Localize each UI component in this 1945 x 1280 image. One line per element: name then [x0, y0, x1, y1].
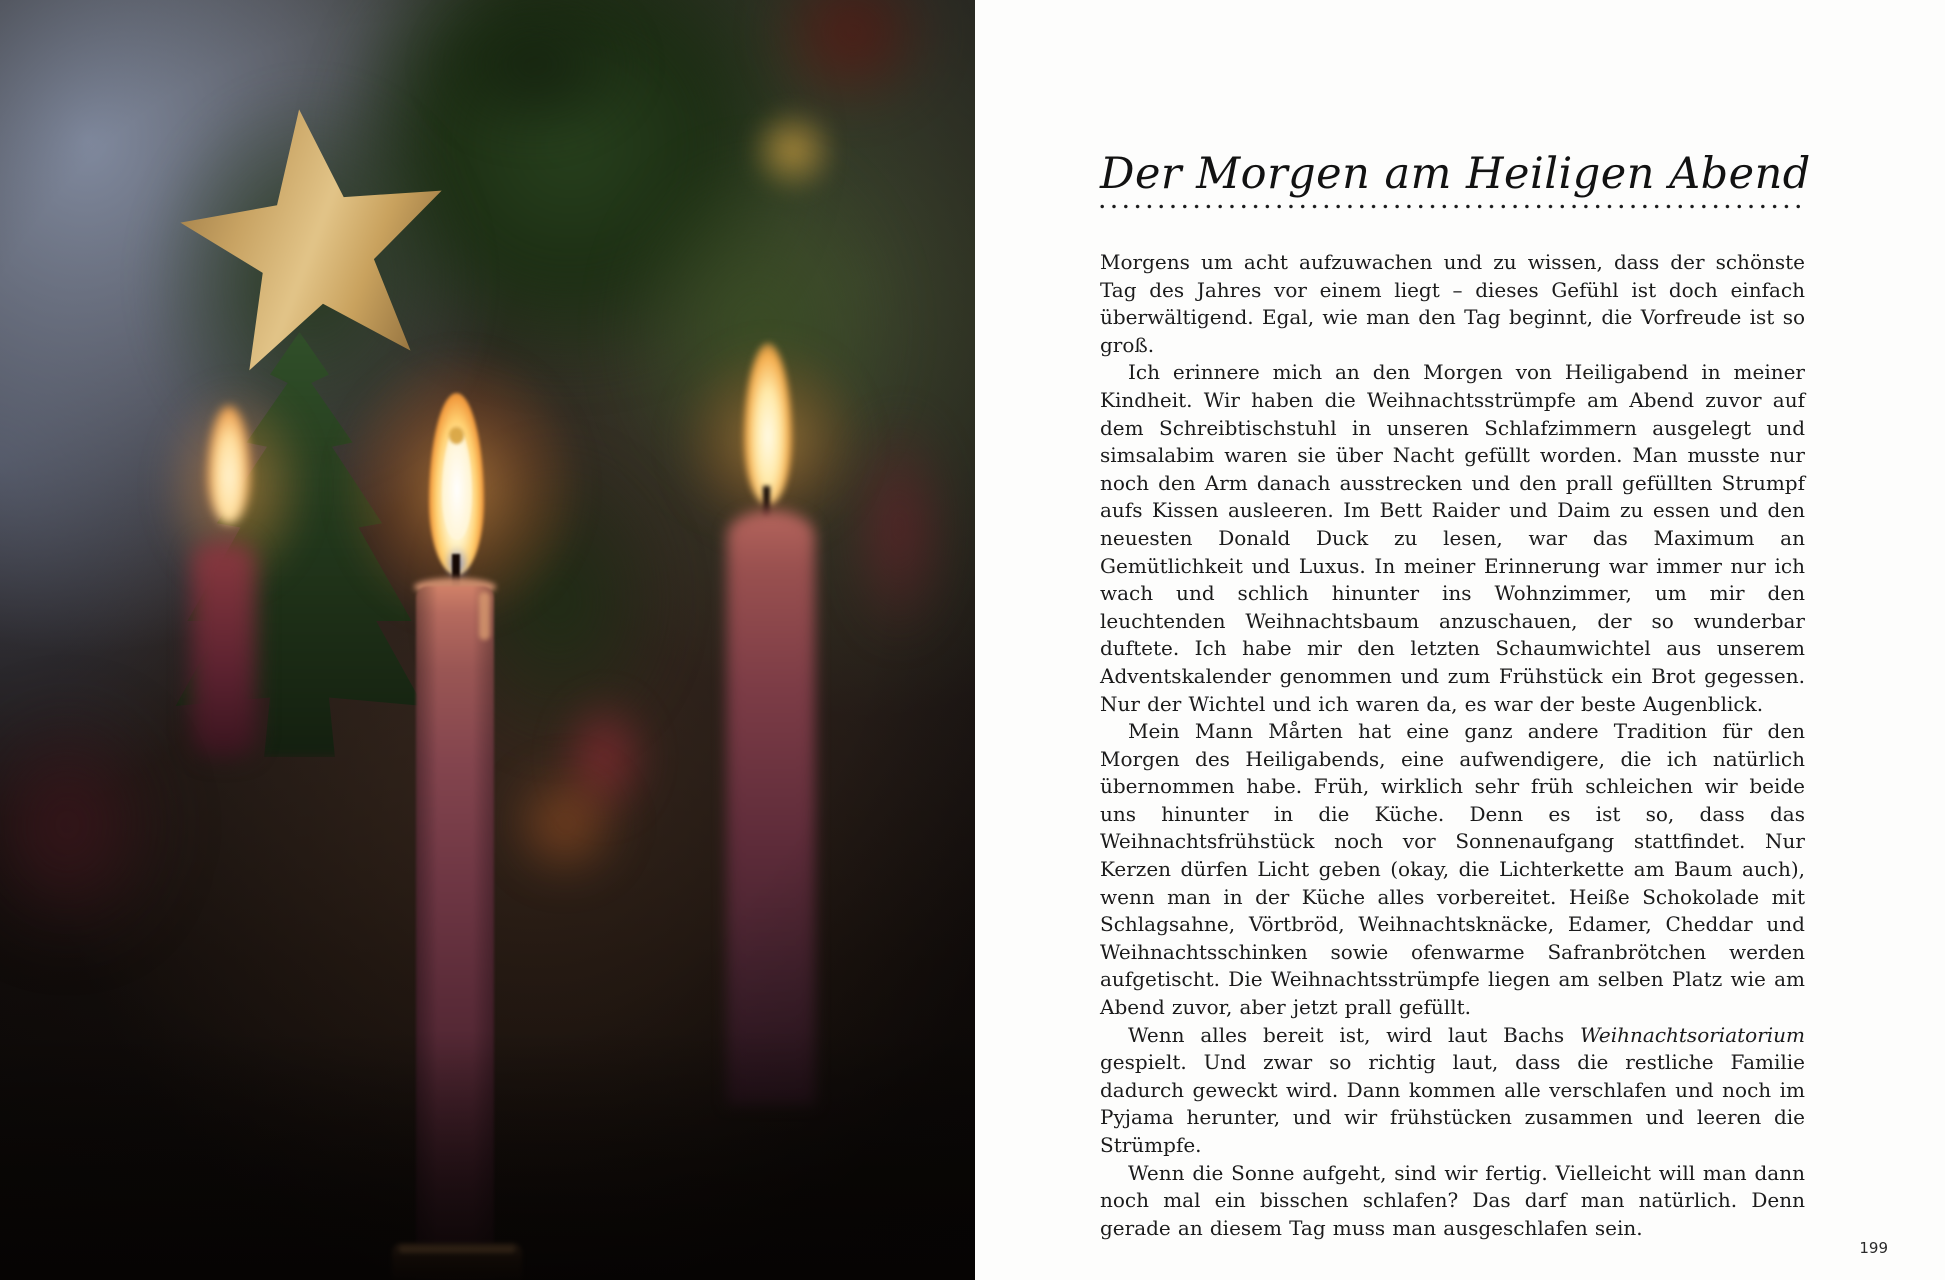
chapter-title: Der Morgen am Heiligen Abend: [1100, 149, 1811, 199]
dotted-rule: [1100, 204, 1805, 209]
paragraph: [1100, 359, 1805, 718]
text-run: Mein Mann Mårten hat eine ganz andere Tradition für den Morgen des Heiligabends, eine aufwendigere, die ich natürlich übernommen habe. Früh, wirklich sehr früh schleichen wir beide uns hinunter in die Küche. Denn es ist so, dass das Weihnachtsfrühstück noch vor Sonnenaufgang stattfindet. Nur Kerzen dürfen Licht geben (okay, die Lichterkette am Baum auch), wenn man in der Küche alles vorbereitet. Heiße Schokolade mit Schlagsahne, Vörtbröd, Weihnachtsknäcke, Edamer, Cheddar und Weihnachtsschinken sowie ofenwarme Safranbrötchen werden aufgetischt. Die Weihnachtsstrümpfe liegen am selben Platz wie am Abend zuvor, aber jetzt prall gefüllt.: [1100, 719, 1805, 1020]
text-run: Morgens um acht aufzuwachen und zu wissen, dass der schönste Tag des Jahres vor einem liegt – dieses Gefühl ist doch einfach überwältigend. Egal, wie man den Tag beginnt, die Vorfreude ist so groß.: [1100, 250, 1805, 357]
text-run: gespielt. Und zwar so richtig laut, dass die restliche Familie dadurch geweckt wird. Dann kommen alle verschlafen und noch im Pyjama herunter, und wir frühstücken zusammen und leeren die Strümpfe.: [1100, 1050, 1805, 1157]
text-column: [1100, 0, 1811, 1242]
text-page: [975, 0, 1945, 1280]
text-run: Ich erinnere mich an den Morgen von Heiligabend in meiner Kindheit. Wir haben die Weihnachtsstrümpfe am Abend zuvor auf dem Schreibtischstuhl in unseren Schlafzimmern ausgelegt und simsalabim waren sie über Nacht gefüllt worden. Man musste nur noch den Arm danach ausstrecken und den prall gefüllten Strumpf aufs Kissen ausleeren. Im Bett Raider und Daim zu essen und den neuesten Donald Duck zu lesen, war das Maximum an Gemütlichkeit und Luxus. In meiner Erinnerung war immer nur ich wach und schlich hinunter ins Wohnzimmer, um mir den leuchtenden Weihnachtsbaum anzuschauen, der so wunderbar duftete. Ich habe mir den letzten Schaumwichtel aus unserem Adventskalender genommen und zum Frühstück ein Brot gegessen. Nur der Wichtel und ich waren da, es war der beste Augenblick.: [1100, 360, 1805, 716]
paragraph: [1100, 249, 1805, 359]
paragraph: [1100, 1160, 1805, 1243]
chapter-body: [1100, 249, 1805, 1242]
text-run: Wenn alles bereit ist, wird laut Bachs: [1128, 1022, 1580, 1047]
paragraph: [1100, 718, 1805, 1022]
italic-text-run: Weihnachtsoriatorium: [1579, 1022, 1805, 1047]
page-number: 199: [1859, 1239, 1888, 1257]
paragraph: [1100, 1022, 1805, 1160]
text-run: Wenn die Sonne aufgeht, sind wir fertig. Vielleicht will man dann noch mal ein bisschen schlafen? Das darf man natürlich. Denn gerade an diesem Tag muss man ausgeschlafen sein.: [1100, 1160, 1805, 1240]
